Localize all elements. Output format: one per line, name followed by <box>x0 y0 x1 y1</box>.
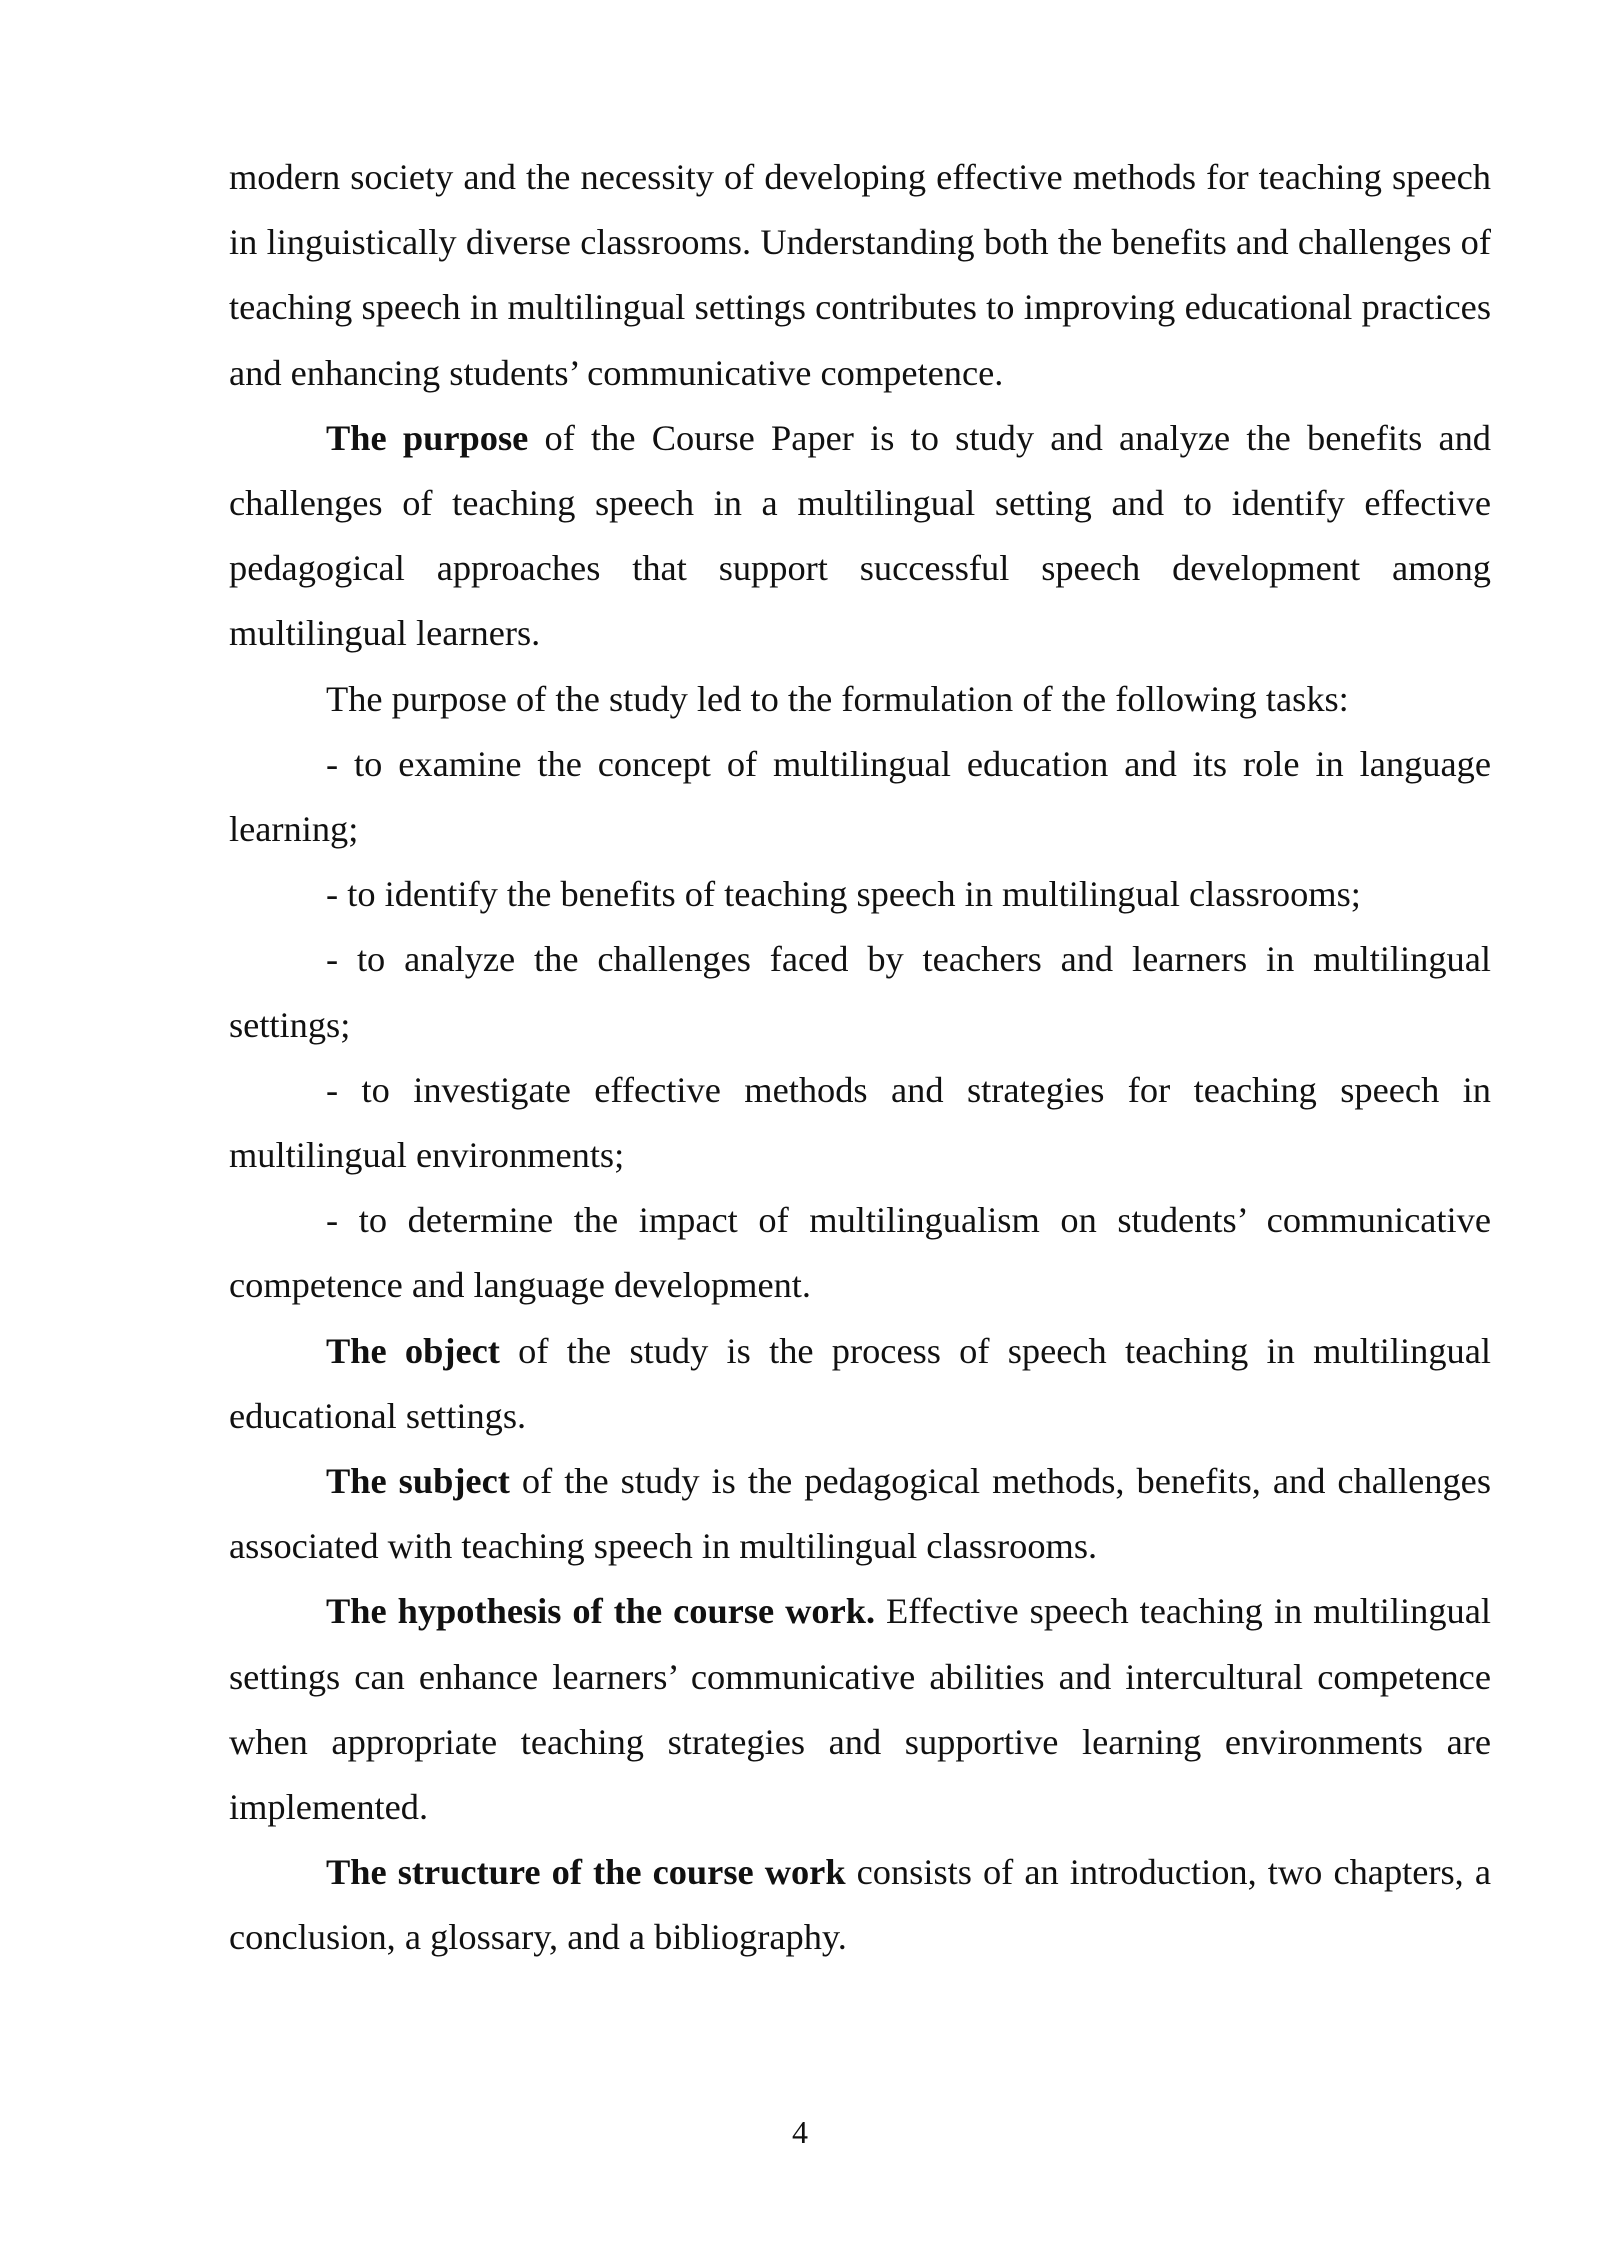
paragraph-text: - to identify the benefits of teaching speech in multilingual classrooms; <box>326 874 1361 915</box>
paragraph-text: consists of an introduction, two chapters, a conclusion, a glossary, and a bibliography. <box>229 1852 1491 1958</box>
paragraph-text: Effective speech teaching in multilingual settings can enhance learners’ communicative abilities and intercultural competence when appropriate teaching strategies and supportive learning environments are implemented. <box>229 1591 1491 1828</box>
paragraph-object <box>229 1319 1491 1449</box>
paragraph-text: - to analyze the challenges faced by teachers and learners in multilingual settings; <box>229 939 1491 1045</box>
paragraph-text: The purpose of the study led to the formulation of the following tasks: <box>326 678 1349 719</box>
task-item <box>229 927 1491 1057</box>
paragraph-text: modern society and the necessity of developing effective methods for teaching speech in linguistically diverse classrooms. Understanding both the benefits and challenges of teaching speech in multilingual settings contributes to improving educational practices and enhancing students’ communicative competence. <box>229 157 1491 393</box>
paragraph-subject <box>229 1449 1491 1579</box>
paragraph-bold-lead: The purpose <box>326 417 529 458</box>
document-body <box>229 145 1491 1971</box>
paragraph-text: of the Course Paper is to study and analyze the benefits and challenges of teaching speech in a multilingual setting and to identify effective pedagogical approaches that support successful speech development among multilingual learners. <box>229 417 1492 654</box>
task-item <box>229 732 1491 862</box>
paragraph-bold-lead: The subject <box>326 1461 510 1502</box>
paragraph-tasks-intro <box>229 667 1491 732</box>
paragraph-text: - to examine the concept of multilingual education and its role in language learning; <box>229 743 1491 850</box>
paragraph-intro-continuation <box>229 145 1491 406</box>
paragraph-hypothesis <box>229 1579 1491 1840</box>
paragraph-bold-lead: The structure of the course work <box>326 1852 846 1893</box>
paragraph-bold-lead: The object <box>326 1330 500 1371</box>
paragraph-text: - to investigate effective methods and strategies for teaching speech in multilingual environments; <box>229 1069 1491 1176</box>
paragraph-purpose <box>229 406 1491 667</box>
paragraph-bold-lead: The hypothesis of the course work. <box>326 1591 876 1632</box>
page-number: 4 <box>792 2114 808 2150</box>
paragraph-structure <box>229 1840 1491 1970</box>
task-item <box>229 1058 1491 1188</box>
task-item <box>229 1188 1491 1318</box>
paragraph-text: of the study is the process of speech teaching in multilingual educational settings. <box>229 1330 1491 1436</box>
paragraph-text: of the study is the pedagogical methods, benefits, and challenges associated with teaching speech in multilingual classrooms. <box>229 1461 1491 1567</box>
paragraph-text: - to determine the impact of multilingualism on students’ communicative competence and language development. <box>229 1200 1491 1306</box>
task-item <box>229 862 1491 927</box>
